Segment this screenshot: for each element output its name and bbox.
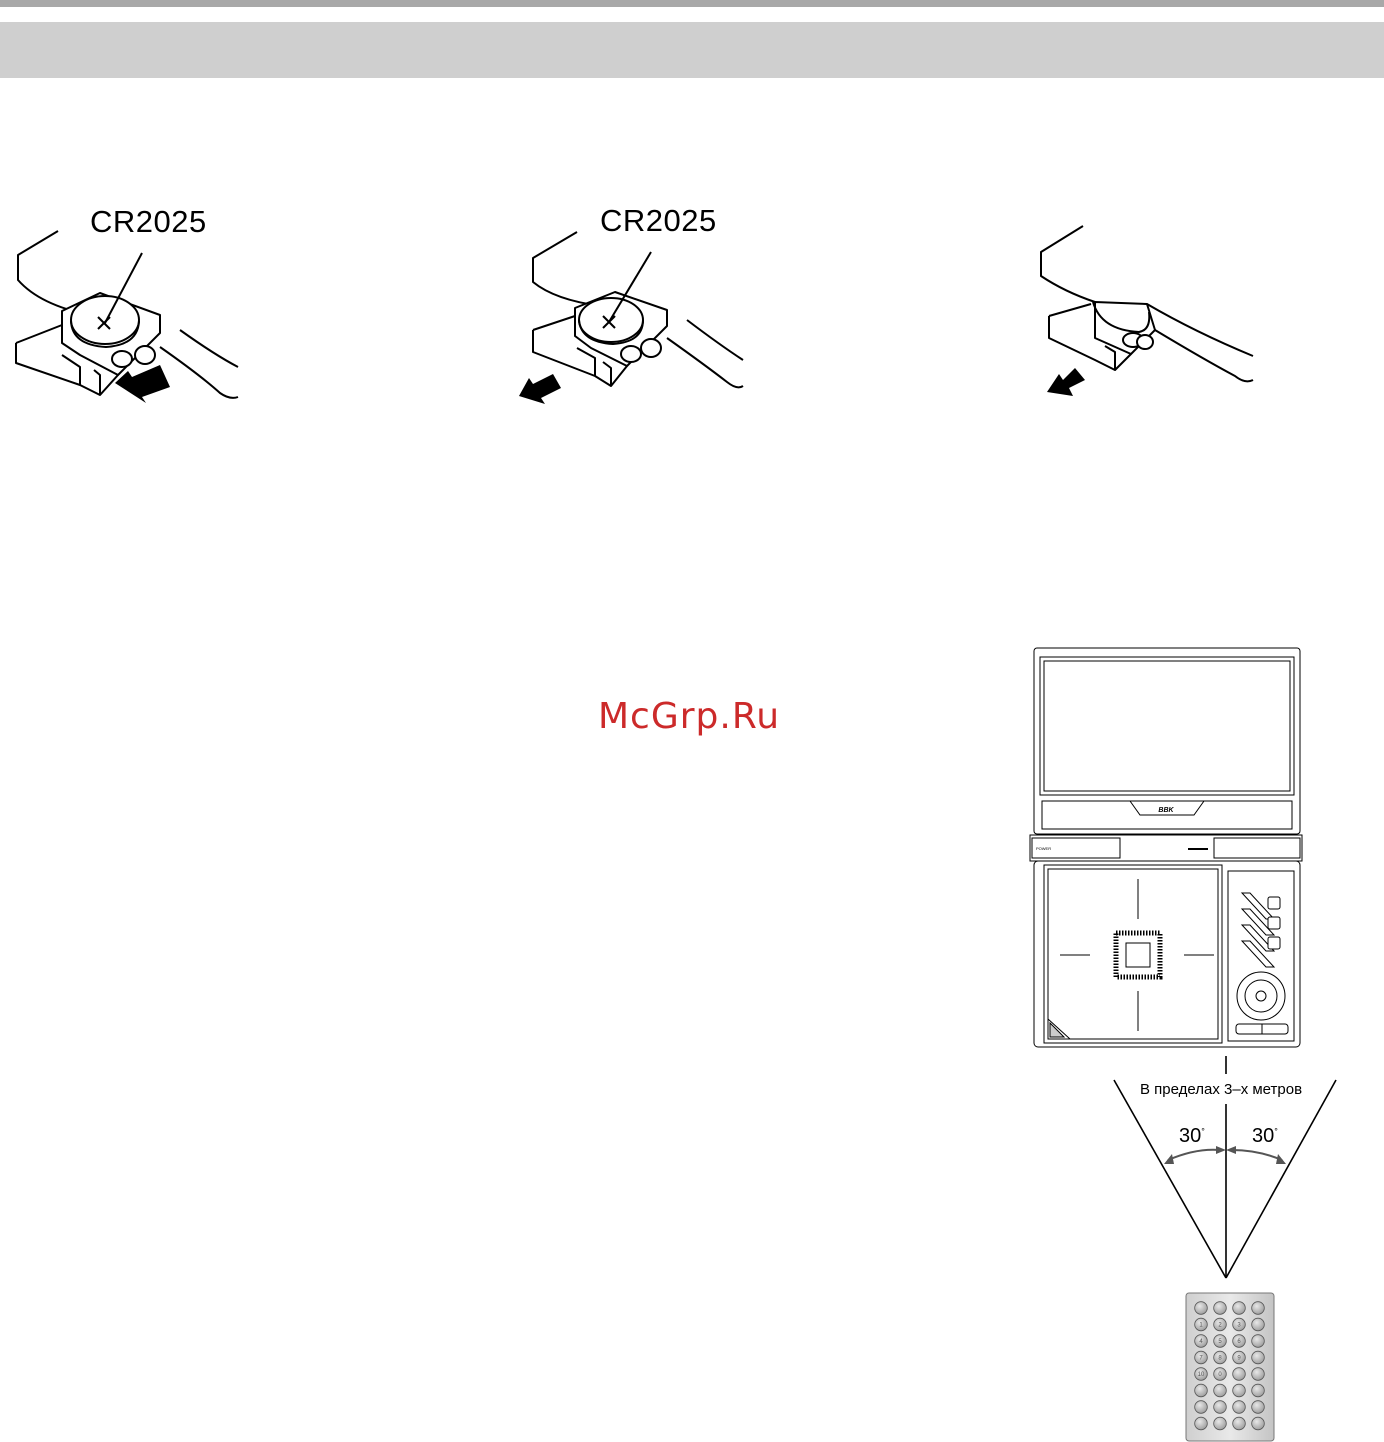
remote-key xyxy=(1252,1401,1265,1414)
remote-key-label: 6 xyxy=(1237,1339,1241,1346)
remote-key xyxy=(1252,1368,1265,1381)
battery-tray-diagram-3 xyxy=(1035,220,1275,410)
power-label: POWER xyxy=(1036,846,1052,851)
range-label: В пределах 3–х метров xyxy=(1140,1081,1303,1098)
battery-label-1: CR2025 xyxy=(90,204,207,239)
remote-key xyxy=(1252,1417,1265,1430)
header-band xyxy=(0,22,1384,78)
remote-key xyxy=(1214,1417,1227,1430)
watermark: McGrp.Ru xyxy=(598,696,781,737)
remote-key xyxy=(1214,1384,1227,1397)
remote-key xyxy=(1195,1417,1208,1430)
remote-key xyxy=(1233,1368,1246,1381)
remote-key-label: 1 xyxy=(1199,1322,1203,1329)
remote-key xyxy=(1233,1401,1246,1414)
remote-key xyxy=(1214,1401,1227,1414)
remote-key-label: 9 xyxy=(1237,1355,1241,1362)
angle-right-label: 30° xyxy=(1252,1125,1278,1147)
remote-control-illustration xyxy=(1185,1292,1275,1442)
remote-key-label: 8 xyxy=(1218,1355,1222,1362)
remote-key xyxy=(1252,1351,1265,1364)
remote-key-label: 4 xyxy=(1199,1339,1203,1346)
remote-key xyxy=(1252,1302,1265,1315)
remote-key-label: 0 xyxy=(1218,1372,1222,1379)
battery-tray-diagram-1 xyxy=(10,225,270,425)
remote-key xyxy=(1214,1302,1227,1315)
remote-key xyxy=(1195,1302,1208,1315)
angle-left-label: 30° xyxy=(1179,1125,1205,1147)
battery-label-2: CR2025 xyxy=(600,203,717,238)
battery-tray-diagram-2 xyxy=(515,220,775,420)
top-rule xyxy=(0,0,1384,7)
player-brand: BBK xyxy=(1158,807,1174,814)
remote-key xyxy=(1252,1318,1265,1331)
remote-key-label: 10 xyxy=(1197,1372,1205,1379)
remote-key xyxy=(1252,1335,1265,1348)
remote-key xyxy=(1195,1384,1208,1397)
remote-key xyxy=(1195,1401,1208,1414)
remote-key-label: 3 xyxy=(1237,1322,1241,1329)
remote-key xyxy=(1233,1417,1246,1430)
dvd-player-illustration xyxy=(1030,647,1302,1049)
remote-key xyxy=(1233,1384,1246,1397)
remote-key-label: 2 xyxy=(1218,1322,1222,1329)
remote-key-label: 7 xyxy=(1199,1355,1203,1362)
remote-key-label: 5 xyxy=(1218,1339,1222,1346)
remote-key xyxy=(1233,1302,1246,1315)
remote-key xyxy=(1252,1384,1265,1397)
